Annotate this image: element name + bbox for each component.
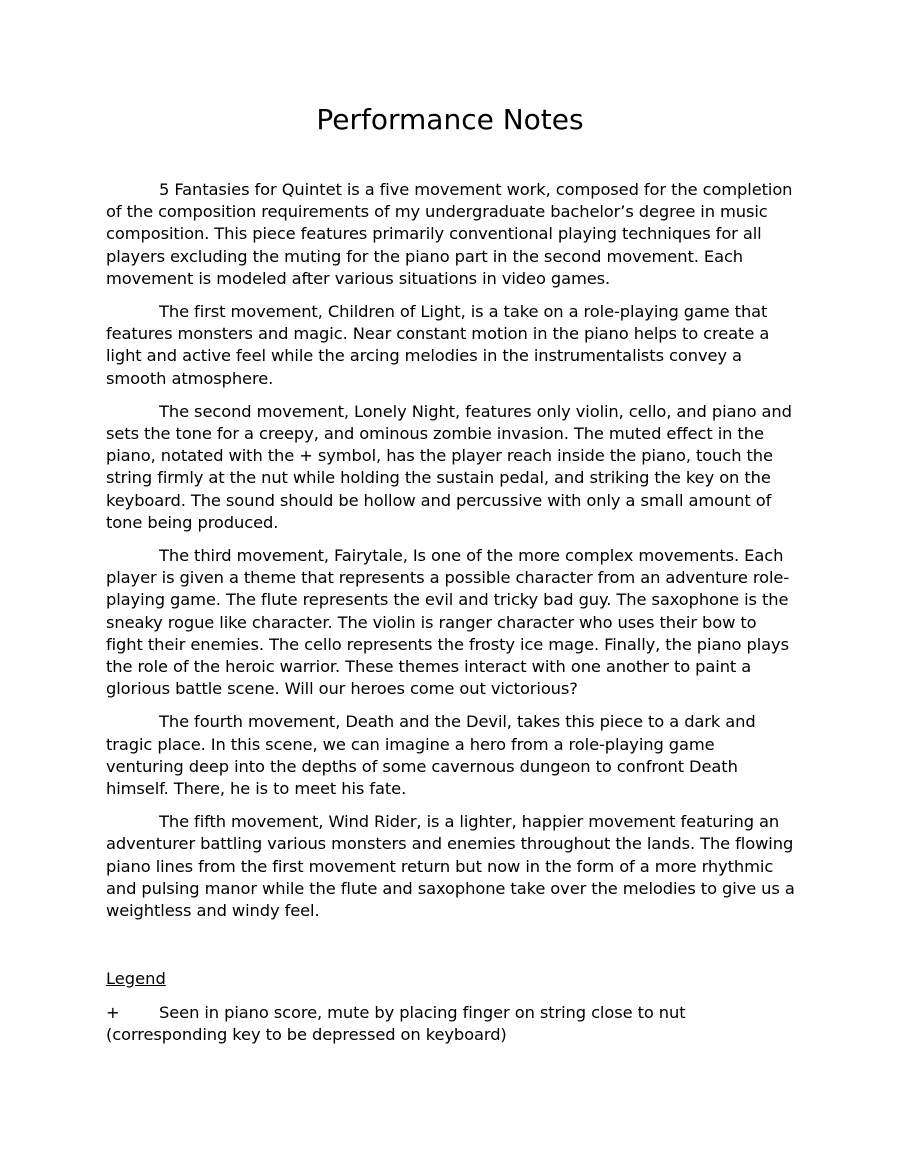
legend-symbol: + <box>106 1003 120 1022</box>
legend-item <box>106 1002 796 1046</box>
paragraph-movement-1: The first movement, Children of Light, is a take on a role-playing game that features monsters and magic. Near constant motion in the piano helps to create a light and active feel while the arcing melodies in the instrumentalists convey a smooth atmosphere. <box>106 302 770 388</box>
page-title: Performance Notes <box>316 103 584 136</box>
legend-description: Seen in piano score, mute by placing finger on string close to nut (corresponding key to be depressed on keyboard) <box>106 1003 686 1045</box>
paragraph-intro: 5 Fantasies for Quintet is a five movement work, composed for the completion of the composition requirements of my undergraduate bachelor’s degree in music composition. This piece features primarily conventional playing techniques for all players excluding the muting for the piano part in the second movement. Each movement is modeled after various situations in video games. <box>106 180 793 288</box>
paragraph-movement-2: The second movement, Lonely Night, features only violin, cello, and piano and sets the tone for a creepy, and ominous zombie invasion. The muted effect in the piano, notated with the + symbol, has the player reach inside the piano, touch the string firmly at the nut while holding the sustain pedal, and striking the key on the keyboard. The sound should be hollow and percussive with only a small amount of tone being produced. <box>106 401 792 532</box>
paragraph-movement-3: The third movement, Fairytale, Is one of the more complex movements. Each player is given a theme that represents a possible character from an adventure role-playing game. The flute represents the evil and tricky bad guy. The saxophone is the sneaky rogue like character. The violin is ranger character who uses their bow to fight their enemies. The cello represents the frosty ice mage. Finally, the piano plays the role of the heroic warrior. These themes interact with one another to paint a glorious battle scene. Will our heroes come out victorious? <box>106 546 790 699</box>
legend-heading: Legend <box>106 969 166 988</box>
performance-notes-body <box>106 179 796 933</box>
paragraph-movement-5: The fifth movement, Wind Rider, is a lighter, happier movement featuring an adventurer battling various monsters and enemies throughout the lands. The flowing piano lines from the first movement return but now in the form of a more rhythmic and pulsing manor while the flute and saxophone take over the melodies to give us a weightless and windy feel. <box>106 812 795 921</box>
paragraph-movement-4: The fourth movement, Death and the Devil, takes this piece to a dark and tragic place. In this scene, we can imagine a hero from a role-playing game venturing deep into the depths of some cavernous dungeon to confront Death himself. There, he is to meet his fate. <box>106 712 756 799</box>
